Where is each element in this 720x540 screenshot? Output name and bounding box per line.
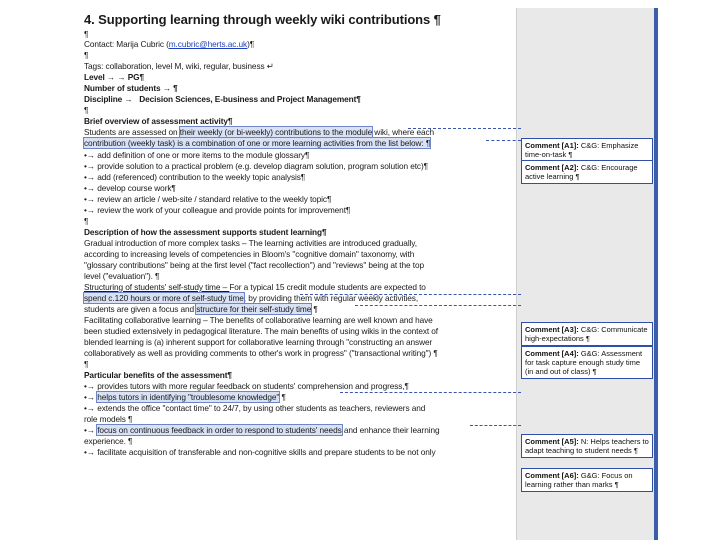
number-students-line: Number of students → ¶ <box>84 83 178 93</box>
list-item: •→ helps tutors in identifying "troublesome knowledge" ¶ <box>84 392 286 402</box>
pilcrow: ¶ <box>84 50 89 60</box>
description-line: Gradual introduction of more complex tasks – The learning activities are introduced gradually, <box>84 238 417 248</box>
comment-balloon[interactable]: Comment [A6]: G&G: Focus on learning rather than marks ¶ <box>521 468 653 492</box>
comment-leader-line <box>486 140 521 141</box>
pilcrow: ¶ <box>84 359 89 369</box>
list-item: •→ provide solution to a practical problem (e.g. develop diagram solution, program solution etc)¶ <box>84 161 429 171</box>
facilitating-line: blended learning is (a) inherent support for collaborative learning through "constructing an answer <box>84 337 433 347</box>
pilcrow: ¶ <box>84 105 89 115</box>
comment-anchor-a1[interactable]: their weekly (or bi-weekly) contributions to the module <box>179 127 373 137</box>
facilitating-line: been studied extensively in pedagogical literature. The main benefits of using wikis in the context of <box>84 326 439 336</box>
list-item: •→ review the work of your colleague and provide points for improvement¶ <box>84 205 351 215</box>
structuring-line-2: spend c.120 hours or more of self-study time, by providing them with regular weekly activities, <box>84 293 419 303</box>
contact-email-link[interactable]: m.cubric@herts.ac.uk <box>168 39 248 49</box>
benefits-heading: Particular benefits of the assessment¶ <box>84 370 232 380</box>
section-title: 4. Supporting learning through weekly wiki contributions ¶ <box>84 12 441 27</box>
list-item: •→ add definition of one or more items to the module glossary¶ <box>84 150 310 160</box>
facilitating-line: collaboratively as well as providing comments to other's work in progress" ("transactional writing") ¶ <box>84 348 438 358</box>
comment-leader-line <box>470 425 521 426</box>
structuring-line-3: students are given a focus and structure for their self-study time ¶ <box>84 304 318 314</box>
brief-heading: Brief overview of assessment activity¶ <box>84 116 233 126</box>
list-item: •→ develop course work¶ <box>84 183 176 193</box>
comment-anchor-a3[interactable]: spend c.120 hours or more of self-study time <box>84 293 244 303</box>
brief-line-2 <box>84 138 430 148</box>
description-heading: Description of how the assessment supports student learning¶ <box>84 227 327 237</box>
description-line: level ("evaluation"). ¶ <box>84 271 160 281</box>
comment-anchor-a2[interactable]: contribution (weekly task) is a combination of one or more learning activities from the list below: ¶ <box>84 138 431 148</box>
comment-leader-line <box>340 392 521 393</box>
list-item-continued: experience. ¶ <box>84 436 133 446</box>
list-item: •→ focus on continuous feedback in order to respond to students' needs and enhance their learning <box>84 425 440 435</box>
structuring-line-1: Structuring of students' self-study time – For a typical 15 credit module students are expected to <box>84 282 426 292</box>
comment-anchor-a6[interactable]: focus on continuous feedback in order to respond to students' needs <box>97 425 342 435</box>
comment-anchor-a5[interactable]: helps tutors in identifying "troublesome knowledge" <box>97 392 280 402</box>
comment-balloon[interactable]: Comment [A4]: G&G: Assessment for task capture enough study time (in and out of class) ¶ <box>521 346 653 379</box>
discipline-line: Discipline → Decision Sciences, E-business and Project Management¶ <box>84 94 361 104</box>
list-item: •→ provides tutors with more regular feedback on students' comprehension and progress,¶ <box>84 381 409 391</box>
list-item-continued: role models ¶ <box>84 414 133 424</box>
comment-leader-line <box>355 305 521 306</box>
scrollbar[interactable] <box>654 8 658 540</box>
comment-leader-line <box>408 128 521 129</box>
document-page <box>84 8 516 540</box>
list-item: •→ review an article / web-site / standard relative to the weekly topic¶ <box>84 194 332 204</box>
description-line: "glossary contributions" being at the first level ("fact recollection") and "reviews" being at the top <box>84 260 424 270</box>
pilcrow: ¶ <box>84 29 89 39</box>
contact-line: Contact: Marija Cubric (m.cubric@herts.ac.uk)¶ <box>84 39 255 49</box>
tags-line: Tags: collaboration, level M, wiki, regular, business ↵ <box>84 61 274 71</box>
comment-balloon[interactable]: Comment [A5]: N: Helps teachers to adapt teaching to student needs ¶ <box>521 434 653 458</box>
comment-leader-line <box>300 294 521 295</box>
comment-balloon[interactable]: Comment [A1]: C&G: Emphasize time-on-task ¶ <box>521 138 653 162</box>
brief-line-1: Students are assessed on their weekly (or bi-weekly) contributions to the module wiki, where each <box>84 127 435 137</box>
comment-balloon[interactable]: Comment [A2]: C&G: Encourage active learning ¶ <box>521 160 653 184</box>
list-item: •→ extends the office "contact time" to 24/7, by using other students as teachers, reviewers and <box>84 403 426 413</box>
comment-balloon[interactable]: Comment [A3]: C&G: Communicate high-expectations ¶ <box>521 322 653 346</box>
list-item: •→ add (referenced) contribution to the weekly topic analysis¶ <box>84 172 306 182</box>
level-line: Level → → PG¶ <box>84 72 145 82</box>
pilcrow: ¶ <box>84 216 89 226</box>
facilitating-line: Facilitating collaborative learning – The benefits of collaborative learning are well known and have <box>84 315 433 325</box>
comment-margin <box>516 8 657 540</box>
description-line: according to increasing levels of competencies in Bloom's "cognitive domain" taxonomy, with <box>84 249 415 259</box>
comment-anchor-a4[interactable]: structure for their self-study time <box>196 304 312 314</box>
list-item: •→ facilitate acquisition of transferable and non-cognitive skills and prepare students to be not only <box>84 447 436 457</box>
